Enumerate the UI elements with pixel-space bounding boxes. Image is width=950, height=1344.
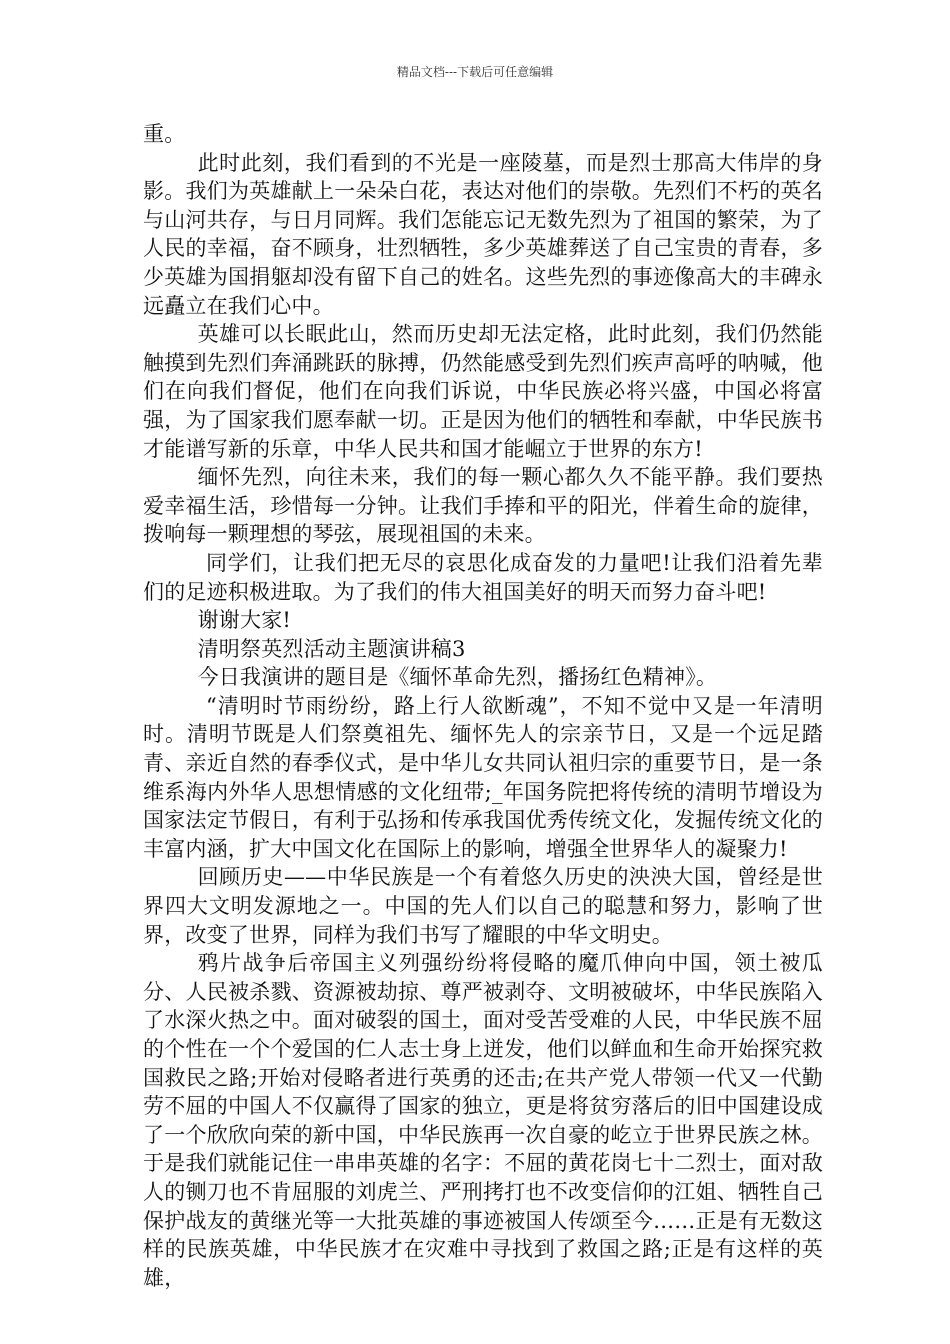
paragraph: 回顾历史——中华民族是一个有着悠久历史的泱泱大国，曾经是世界四大文明发源地之一。中国的先人们以自己的聪慧和努力，影响了世界，改变了世界，同样为我们书写了耀眼的中华文明史。 [143,865,823,947]
closing-line: 谢谢大家! [197,608,292,633]
paragraph-continuation: 重。 [143,122,186,146]
page-header: 精品文档---下载后可任意编辑 [396,65,554,79]
section-title: 清明祭英烈活动主题演讲稿3 [197,636,466,661]
paragraph: 英雄可以长眠此山，然而历史却无法定格，此时此刻，我们仍然能触摸到先烈们奔涌跳跃的脉搏，仍然能感受到先烈们疾声高呼的呐喊，他们在向我们督促，他们在向我们诉说，中华民族必将兴盛，中国必将富强，为了国家我们愿奉献一切。正是因为他们的牺牲和奉献，中华民族书才能谱写新的乐章，中华人民共和国才能崛立于世界的东方! [143,322,823,461]
paragraph: 今日我演讲的题目是《缅怀革命先烈，播扬红色精神》。 [197,665,718,690]
paragraph: 鸦片战争后帝国主义列强纷纷将侵略的魔爪伸向中国，领土被瓜分、人民被杀戮、资源被劫掠、尊严被剥夺、文明被破坏，中华民族陷入了水深火热之中。面对破裂的国土，面对受苦受难的人民，中华民族不屈的个性在一个个爱国的仁人志士身上迸发，他们以鲜血和生命开始探究救国救民之路;开始对侵略者进行英勇的还击;在共产党人带领一代又一代勤劳不屈的中国人不仅赢得了国家的独立，更是将贫穷落后的旧中国建设成了一个欣欣向荣的新中国，中华民族再一次自豪的屹立于世界民族之林。于是我们就能记住一串串英雄的名字：不屈的黄花岗七十二烈士，面对敌人的铡刀也不肯屈服的刘虎兰、严刑拷打也不改变信仰的江姐、牺牲自己保护战友的黄继光等一大批英雄的事迹被国人传颂至今……正是有无数这样的民族英雄，中华民族才在灾难中寻找到了救国之路;正是有这样的英雄， [143,951,823,1290]
paragraph: 同学们，让我们把无尽的哀思化成奋发的力量吧!让我们沿着先辈们的足迹积极进取。为了我们的伟大祖国美好的明天而努力奋斗吧! [143,550,823,604]
paragraph: “清明时节雨纷纷，路上行人欲断魂”，不知不觉中又是一年清明时。清明节既是人们祭奠祖先、缅怀先人的宗亲节日，又是一个远足踏青、亲近自然的春季仪式，是中华儿女共同认祖归宗的重要节日，是一条维系海内外华人思想情感的文化纽带;_年国务院把将传统的清明节增设为国家法定节假日，有利于弘扬和传承我国优秀传统文化，发掘传统文化的丰富内涵，扩大中国文化在国际上的影响，增强全世界华人的凝聚力! [143,693,823,861]
paragraph: 缅怀先烈，向往未来，我们的每一颗心都久久不能平静。我们要热爱幸福生活，珍惜每一分钟。让我们手捧和平的阳光，伴着生命的旋律，拨响每一颗理想的琴弦，展现祖国的未来。 [143,465,823,547]
document-body [143,120,823,1292]
paragraph: 此时此刻，我们看到的不光是一座陵墓，而是烈士那高大伟岸的身影。我们为英雄献上一朵朵白花，表达对他们的崇敬。先烈们不朽的英名与山河共存，与日月同辉。我们怎能忘记无数先烈为了祖国的繁荣，为了人民的幸福，奋不顾身，壮烈牺牲，多少英雄葬送了自己宝贵的青春，多少英雄为国捐躯却没有留下自己的姓名。这些先烈的事迹像高大的丰碑永远矗立在我们心中。 [143,150,823,318]
